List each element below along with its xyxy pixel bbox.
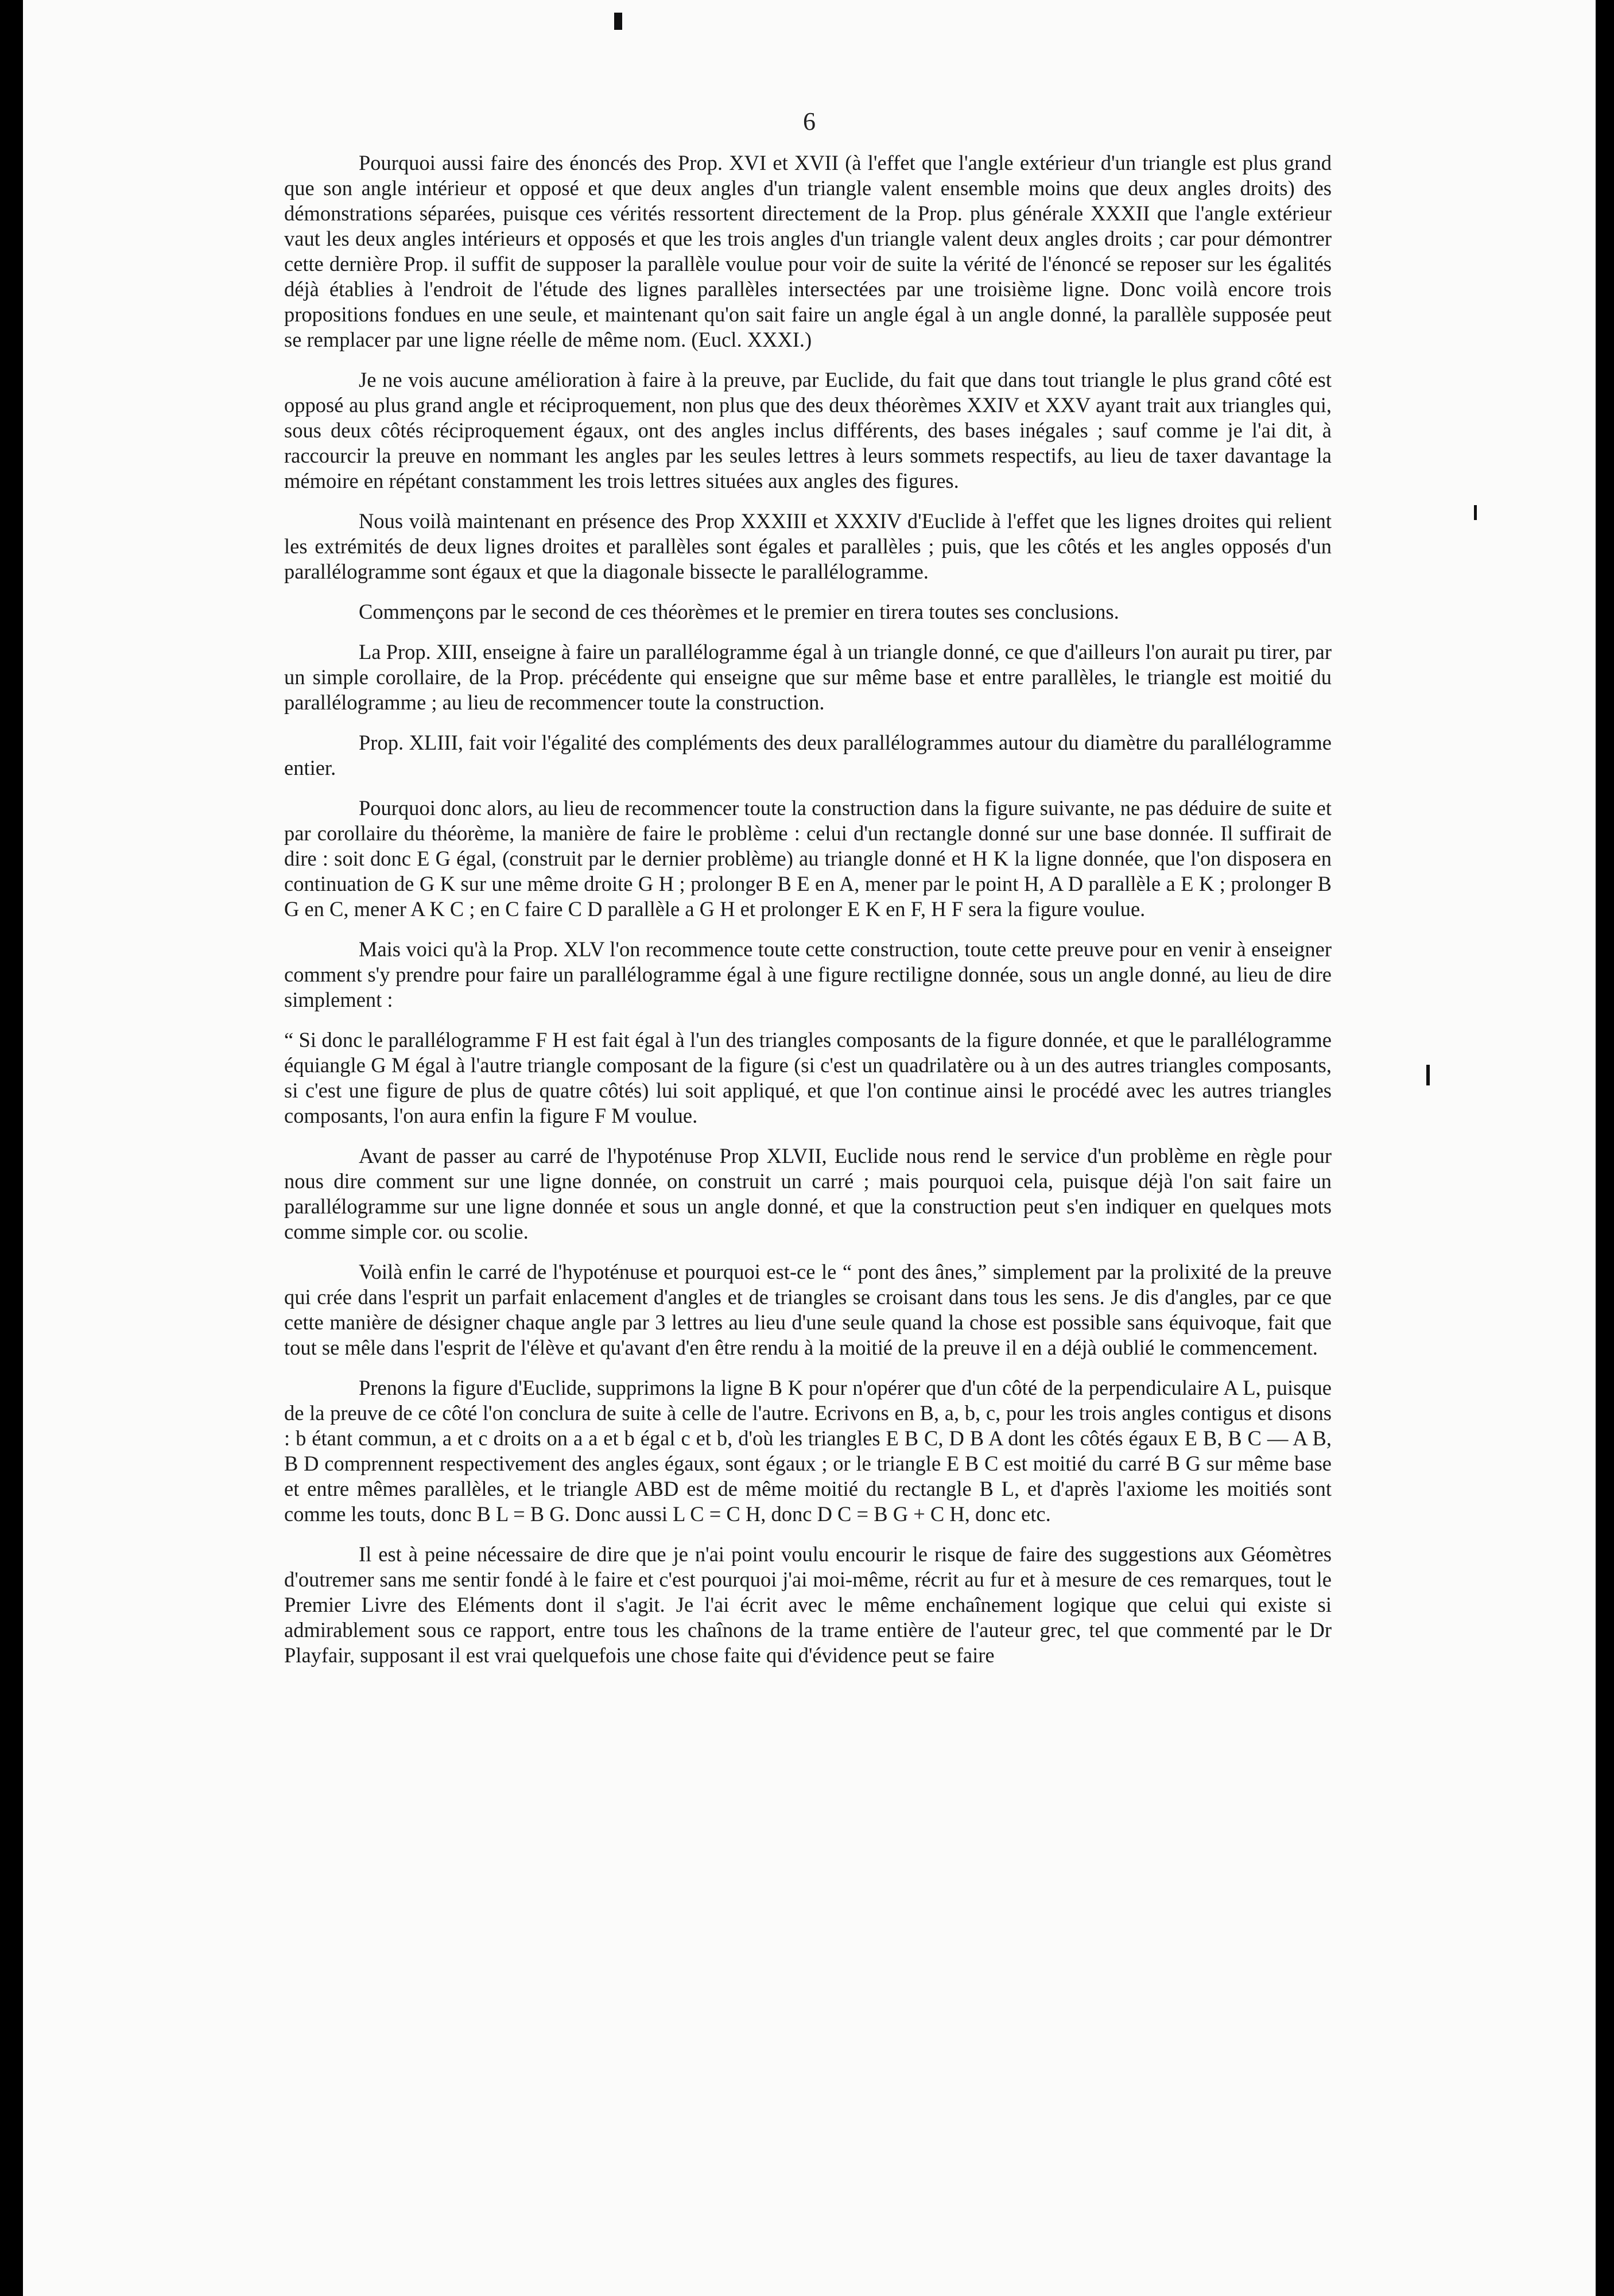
ink-speck: [614, 13, 622, 30]
paragraph: Prop. XLIII, fait voir l'égalité des compléments des deux parallélogrammes autour du diamètre du parallélogramme entier.: [284, 731, 1332, 779]
quoted-paragraph: “ Si donc le parallélogramme F H est fait égal à l'un des triangles composants de la figure donnée, et que le parallélogramme équiangle G M égal à l'autre triangle composant de la figure (si c'est un quadrilatère ou à un des autres triangles composants, si c'est une figure de plus de quatre côtés) lui soit appliqué, et que l'on continue ainsi le procédé avec les autres triangles composants, l'on aura enfin la figure F M voulue.: [284, 1028, 1332, 1127]
page-number: 6: [803, 107, 816, 135]
ink-speck: [1474, 505, 1477, 520]
paragraph: Je ne vois aucune amélioration à faire à la preuve, par Euclide, du fait que dans tout triangle le plus grand côté est opposé au plus grand angle et réciproquement, non plus que des deux théorèmes XXIV et XXV ayant trait aux triangles qui, sous deux côtés réciproquement égaux, ont des angles inclus différents, des bases inégales ; sauf comme je l'ai dit, à raccourcir la preuve en nommant les angles par les seules lettres à leurs sommets respectifs, au lieu de taxer davantage la mémoire en répétant constamment les trois lettres situées aux angles des figures.: [284, 368, 1332, 492]
paragraph: Prenons la figure d'Euclide, supprimons la ligne B K pour n'opérer que d'un côté de la perpendiculaire A L, puisque de la preuve de ce côté l'on conclura de suite à celle de l'autre. Ecrivons en B, a, b, c, pour les trois angles contigus et disons : b étant commun, a et c droits on a a et b égal c et b, d'où les triangles E B C, D B A dont les côtés égaux E B, B C — A B, B D comprennent respectivement des angles égaux, sont égaux ; or le triangle E B C est moitié du carré B G sur même base et entre mêmes parallèles, et le triangle ABD est de même moitié du rectangle B L, et d'après l'axiome les moitiés sont comme les touts, donc B L = B G. Donc aussi L C = C H, donc D C = B G + C H, donc etc.: [284, 1376, 1332, 1526]
paragraph: Pourquoi aussi faire des énoncés des Prop. XVI et XVII (à l'effet que l'angle extérieur d'un triangle est plus grand que son angle intérieur et opposé et que deux angles d'un triangle valent ensemble moins que deux angles droits) des démonstrations séparées, puisque ces vérités ressortent directement de la Prop. plus générale XXXII que l'angle extérieur vaut les deux angles intérieurs et opposés et que les trois angles d'un triangle valent deux angles droits ; car pour démontrer cette dernière Prop. il suffit de supposer la parallèle voulue pour voir de suite la vérité de l'énoncé se reposer sur les égalités déjà établies à l'endroit de l'étude des lignes parallèles intersectées par une troisième ligne. Donc voilà encore trois propositions fondues en une seule, et maintenant qu'on sait faire un angle égal à un angle donné, la parallèle supposée peut se remplacer par une ligne réelle de même nom. (Eucl. XXXI.): [284, 151, 1332, 351]
paragraph: Nous voilà maintenant en présence des Prop XXXIII et XXXIV d'Euclide à l'effet que les lignes droites qui relient les extrémités de deux lignes droites et parallèles sont égales et parallèles ; puis, que les côtés et les angles opposés d'un parallélogramme sont égaux et que la diagonale bissecte le parallélogramme.: [284, 509, 1332, 583]
paragraph: Voilà enfin le carré de l'hypoténuse et pourquoi est-ce le “ pont des ânes,” simplement par la prolixité de la preuve qui crée dans l'esprit un parfait enlacement d'angles et de triangles se croisant dans tous les sens. Je dis d'angles, par ce que cette manière de désigner chaque angle par 3 lettres au lieu d'une seule quand la chose est possible sans équivoque, fait que tout se mêle dans l'esprit de l'élève et qu'avant d'en être rendu à la moitié de la preuve il en a déjà oublié le commencement.: [284, 1260, 1332, 1359]
ink-speck: [1426, 1065, 1430, 1085]
paragraph: La Prop. XIII, enseigne à faire un parallélogramme égal à un triangle donné, ce que d'ailleurs l'on aurait pu tirer, par un simple corollaire, de la Prop. précédente qui enseigne que sur même base et entre parallèles, le triangle est moitié du parallélogramme ; au lieu de recommencer toute la construction.: [284, 640, 1332, 714]
body-text: [284, 150, 1332, 1683]
paragraph: Mais voici qu'à la Prop. XLV l'on recommence toute cette construction, toute cette preuve pour en venir à enseigner comment s'y prendre pour faire un parallélogramme égal à une figure rectiligne donnée, sous un angle donné, au lieu de dire simplement :: [284, 937, 1332, 1011]
paragraph: Pourquoi donc alors, au lieu de recommencer toute la construction dans la figure suivante, ne pas déduire de suite et par corollaire du théorème, la manière de faire le problème : celui d'un rectangle donné sur une base donnée. Il suffirait de dire : soit donc E G égal, (construit par le dernier problème) au triangle donné et H K la ligne donnée, que l'on disposera en continuation de G K sur une même droite G H ; prolonger B E en A, mener par le point H, A D parallèle a E K ; prolonger B G en C, mener A K C ; en C faire C D parallèle a G H et prolonger E K en F, H F sera la figure voulue.: [284, 796, 1332, 921]
paragraph: Avant de passer au carré de l'hypoténuse Prop XLVII, Euclide nous rend le service d'un problème en règle pour nous dire comment sur une ligne donnée, on construit un carré ; mais pourquoi cela, puisque déjà l'on sait faire un parallélogramme sur une ligne donnée et sous un angle donné, et que la construction peut s'en indiquer en quelques mots comme simple cor. ou scolie.: [284, 1144, 1332, 1243]
paragraph: Il est à peine nécessaire de dire que je n'ai point voulu encourir le risque de faire des suggestions aux Géomètres d'outremer sans me sentir fondé à le faire et c'est pourquoi j'ai moi-même, récrit au fur et à mesure de ces remarques, tout le Premier Livre des Eléments dont il s'agit. Je l'ai écrit avec le même enchaînement logique que celui qui existe si admirablement sous ce rapport, entre tous les chaînons de la trame entière de l'auteur grec, tel que commenté par le Dr Playfair, supposant il est vrai quelquefois une chose faite qui d'évidence peut se faire: [284, 1542, 1332, 1667]
paragraph: Commençons par le second de ces théorèmes et le premier en tirera toutes ses conclusions.: [359, 600, 1119, 623]
document-page: [23, 0, 1596, 2296]
